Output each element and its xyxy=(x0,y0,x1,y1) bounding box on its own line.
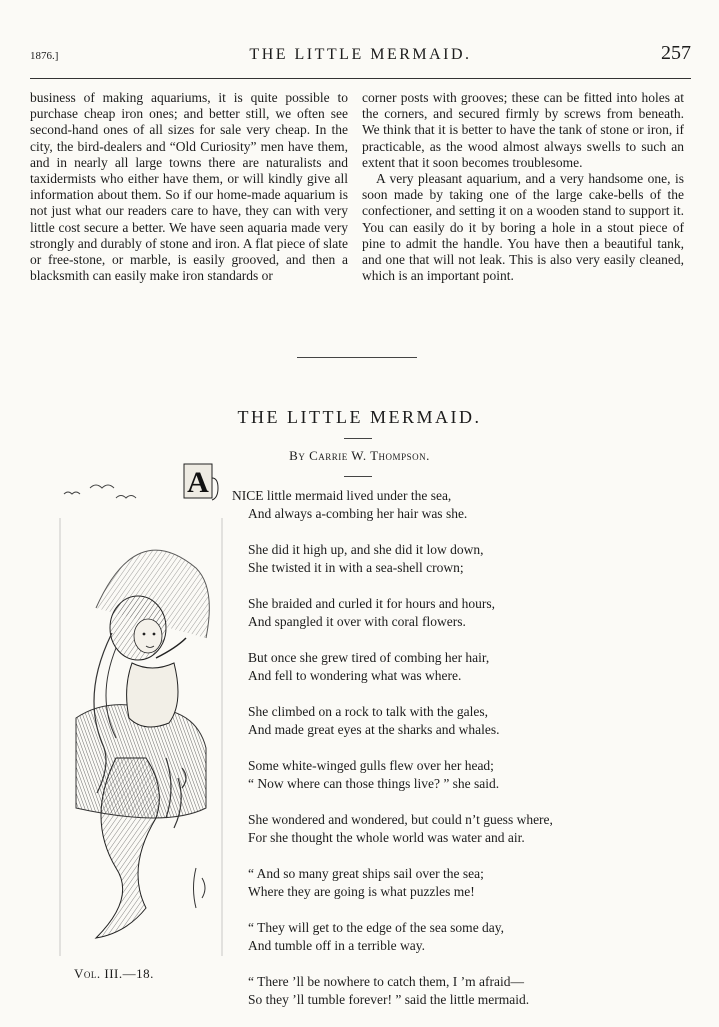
poem-line: For she thought the whole world was water and air. xyxy=(248,830,525,845)
poem-stanza xyxy=(232,757,652,793)
section-separator xyxy=(297,357,417,358)
poem-line: She wondered and wondered, but could n’t guess where, xyxy=(248,812,553,827)
poem-line: And always a-combing her hair was she. xyxy=(248,506,468,521)
article-paragraph: business of making aquariums, it is quite possible to purchase cheap iron ones; and better still, we often see second-hand ones of all sizes for sale very cheap. In the city, the bird-dealers and “Old Curiosity” men have them, and in nearly all large towns there are naturalists and taxidermists who either have them, or will kindly give all information about them. So if our home-made aquarium is not just what our readers care to have, they can with very little cost secure a better. We have seen aquaria made very strongly and durably of stone and iron. A flat piece of slate or free-stone, or marble, is easily grooved, and then a blacksmith can easily make iron standards or xyxy=(30,90,348,284)
poem-stanza xyxy=(232,649,652,685)
byline-text: By Carrie W. Thompson. xyxy=(289,448,430,463)
poem-line: And made great eyes at the sharks and whales. xyxy=(248,722,500,737)
poem-stanza xyxy=(232,487,652,523)
article-left-column xyxy=(30,90,348,284)
poem-stanza xyxy=(232,595,652,631)
drop-cap: A xyxy=(187,466,209,499)
header-title: THE LITTLE MERMAID. xyxy=(249,46,472,63)
article-paragraph: A very pleasant aquarium, and a very handsome one, is soon made by taking one of the large cake-bells of the confectioner, and setting it on a wooden stand to support it. You can easily do it by boring a hole in a stout piece of pine to admit the handle. You have then a beautiful tank, and one that will not leak. This is also very easily cleaned, which is an important point. xyxy=(362,171,684,284)
poem-line: She did it high up, and she did it low down, xyxy=(248,542,484,557)
poem-line: She braided and curled it for hours and hours, xyxy=(248,596,496,611)
header-year: 1876.] xyxy=(30,50,59,62)
poem-line: And spangled it over with coral flowers. xyxy=(248,614,466,629)
poem-stanza xyxy=(232,973,652,1009)
signature-text: Vol. III.—18. xyxy=(74,966,154,981)
poem-body xyxy=(232,487,652,1027)
mermaid-illustration xyxy=(56,458,226,960)
title-rule xyxy=(344,438,372,439)
byline-rule xyxy=(344,476,372,477)
poem-line: Where they are going is what puzzles me! xyxy=(248,884,475,899)
signature-mark xyxy=(74,966,154,982)
poem-line: And fell to wondering what was where. xyxy=(248,668,462,683)
poem-line: She twisted it in with a sea-shell crown; xyxy=(248,560,464,575)
poem-stanza xyxy=(232,811,652,847)
page-number: 257 xyxy=(661,42,691,64)
article-paragraph: corner posts with grooves; these can be fitted into holes at the corners, and secured firmly by screws from beneath. We think that it is better to have the tank of stone or iron, if practicable, as the wood almost always swells to such an extent that it soon becomes troublesome. xyxy=(362,90,684,170)
header-rule xyxy=(30,78,691,79)
poem-line: NICE little mermaid lived under the sea, xyxy=(232,488,452,503)
poem-line: But once she grew tired of combing her hair, xyxy=(248,650,490,665)
poem-line: “ Now where can those things live? ” she said. xyxy=(248,776,500,791)
poem-line: “ And so many great ships sail over the sea; xyxy=(248,866,484,881)
poem-line: So they ’ll tumble forever! ” said the little mermaid. xyxy=(248,992,530,1007)
poem-title: THE LITTLE MERMAID. xyxy=(237,407,482,427)
poem-stanza xyxy=(232,919,652,955)
article-right-column xyxy=(362,90,684,284)
poem-line: “ There ’ll be nowhere to catch them, I ’m afraid— xyxy=(248,974,525,989)
poem-stanza xyxy=(232,703,652,739)
poem-stanza xyxy=(232,865,652,901)
running-header xyxy=(30,40,691,70)
poem-stanza xyxy=(232,541,652,577)
mermaid-engraving-icon xyxy=(56,458,226,960)
poem-line: Some white-winged gulls flew over her head; xyxy=(248,758,494,773)
poem-line: And tumble off in a terrible way. xyxy=(248,938,425,953)
poem-line: “ They will get to the edge of the sea some day, xyxy=(248,920,505,935)
poem-line: She climbed on a rock to talk with the gales, xyxy=(248,704,488,719)
